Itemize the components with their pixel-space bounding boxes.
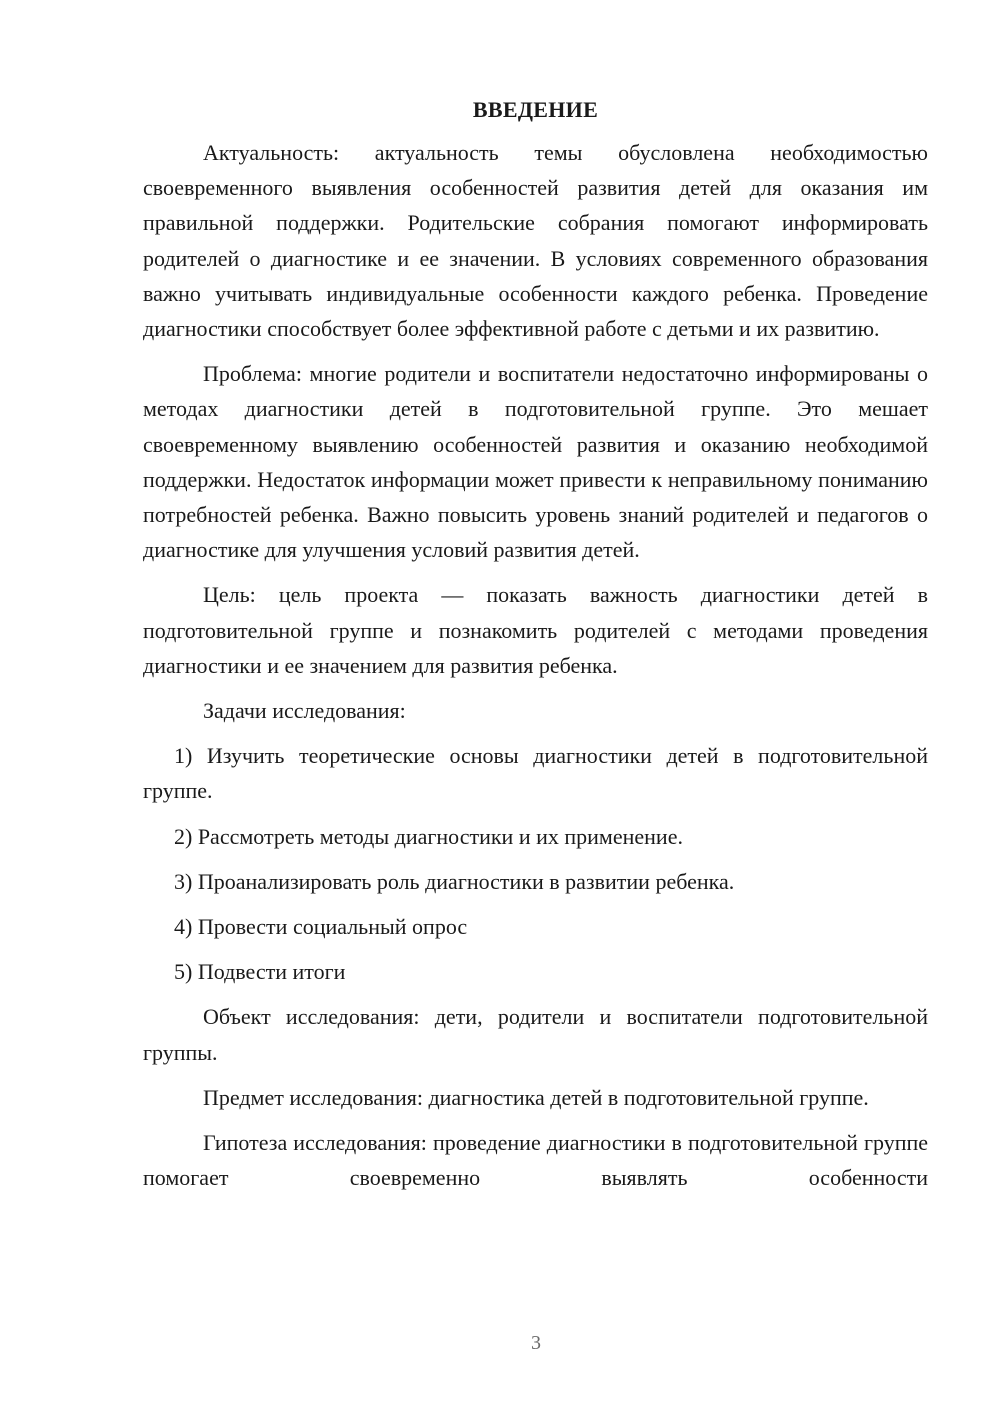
paragraph-object: Объект исследования: дети, родители и воспитатели подготовительной группы. bbox=[143, 1004, 928, 1065]
paragraph-problem: Проблема: многие родители и воспитатели недостаточно информированы о методах диагностики детей в подготовительной группе. Это мешает своевременному выявлению особенностей развития и оказанию необходимой поддержки. Недостаток информации может привести к неправильному пониманию потребностей ребенка. Важно повысить уровень знаний родителей и педагогов о диагностике для улучшения условий развития детей. bbox=[143, 361, 928, 563]
paragraph-relevance: Актуальность: актуальность темы обусловлена необходимостью своевременного выявления особенностей развития детей для оказания им правильной поддержки. Родительские собрания помогают информировать родителей о диагностике и ее значении. В условиях современного образования важно учитывать индивидуальные особенности каждого ребенка. Проведение диагностики способствует более эффективной работе с детьми и их развитию. bbox=[143, 140, 928, 342]
document-page bbox=[143, 92, 928, 1195]
paragraph-hypothesis: Гипотеза исследования: проведение диагностики в подготовительной группе помогает своевременно выявлять особенности bbox=[143, 1130, 928, 1191]
section-title: ВВЕДЕНИЕ bbox=[472, 97, 599, 122]
task-item-3: 3) Проанализировать роль диагностики в развитии ребенка. bbox=[174, 868, 735, 894]
task-item-4: 4) Провести социальный опрос bbox=[174, 914, 468, 940]
task-item-1: 1) Изучить теоретические основы диагностики детей в подготовительной группе. bbox=[143, 743, 928, 804]
task-item-2: 2) Рассмотреть методы диагностики и их применение. bbox=[174, 823, 683, 849]
task-item-5: 5) Подвести итоги bbox=[174, 959, 346, 985]
paragraph-subject: Предмет исследования: диагностика детей в подготовительной группе. bbox=[203, 1084, 869, 1110]
page-number: 3 bbox=[531, 1332, 541, 1354]
tasks-heading: Задачи исследования: bbox=[203, 698, 406, 724]
paragraph-goal: Цель: цель проекта — показать важность диагностики детей в подготовительной группе и познакомить родителей с методами проведения диагностики и ее значением для развития ребенка. bbox=[143, 582, 928, 678]
